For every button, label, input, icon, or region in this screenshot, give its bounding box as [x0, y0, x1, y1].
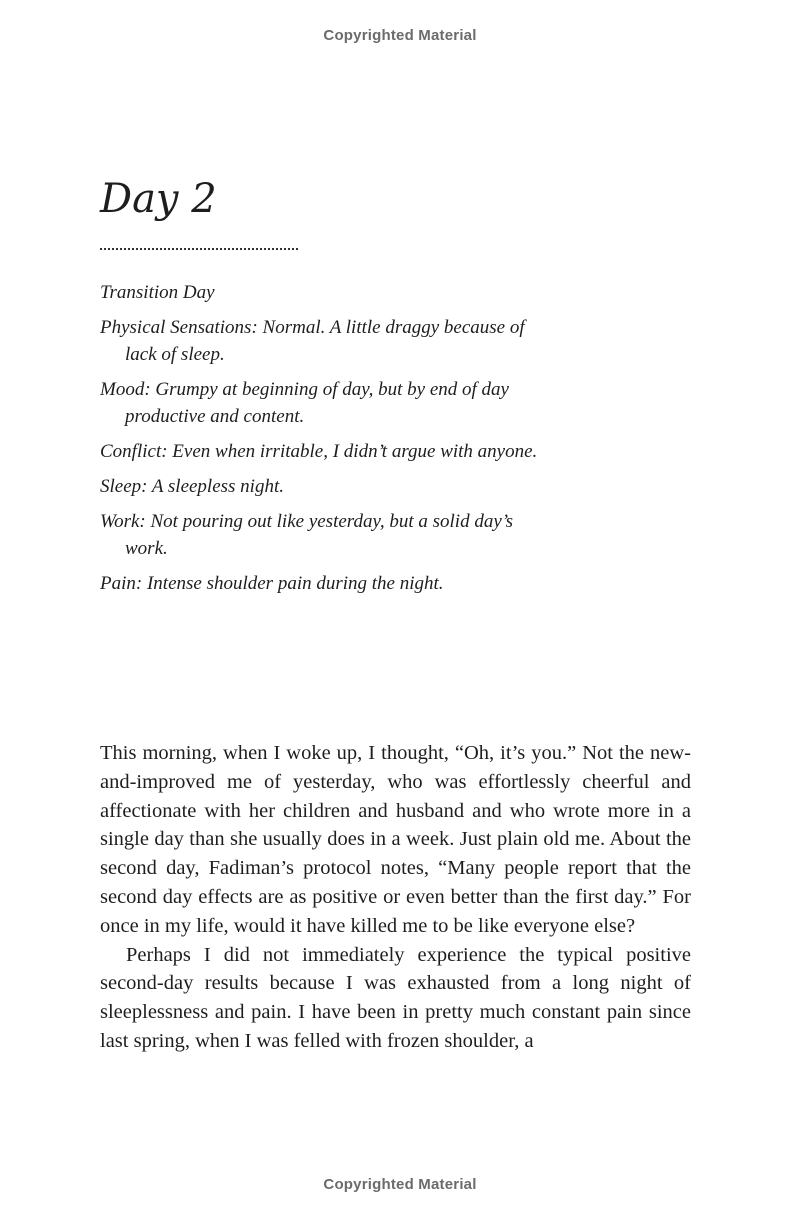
log-entry-physical-sensations: Physical Sensations: Normal. A little draggy because of lack of sleep.	[100, 317, 525, 365]
log-entry-transition: Transition Day	[100, 282, 215, 303]
copyright-watermark-bottom: Copyrighted Material	[323, 1176, 477, 1193]
log-entry-pain: Pain: Intense shoulder pain during the night.	[100, 573, 444, 594]
chapter-title: Day 2	[100, 176, 217, 222]
body-paragraph: Perhaps I did not immediately experience the typical positive second-day results because I was exhausted from a long night of sleeplessness and pain. I have been in pretty much constant pain since last spring, when I was felled with frozen shoulder, a	[100, 943, 691, 1052]
log-entry-mood: Mood: Grumpy at beginning of day, but by end of day productive and content.	[100, 379, 509, 427]
log-entry-sleep: Sleep: A sleepless night.	[100, 476, 284, 497]
daily-log	[100, 279, 540, 605]
body-paragraph: This morning, when I woke up, I thought, “Oh, it’s you.” Not the new-and-improved me of yesterday, who was effortlessly cheerful and affectionate with her children and husband and who wrote more in a single day than she usually does in a week. Just plain old me. About the second day, Fadiman’s protocol notes, “Many people report that the second day effects are as positive or even better than the first day.” For once in my life, would it have killed me to be like everyone else?	[100, 742, 691, 937]
log-entry-work: Work: Not pouring out like yesterday, but a solid day’s work.	[100, 511, 514, 559]
copyright-watermark-top: Copyrighted Material	[323, 27, 477, 44]
dotted-divider	[100, 248, 298, 250]
body-text	[100, 739, 691, 1056]
log-entry-conflict: Conflict: Even when irritable, I didn’t argue with anyone.	[100, 441, 538, 462]
